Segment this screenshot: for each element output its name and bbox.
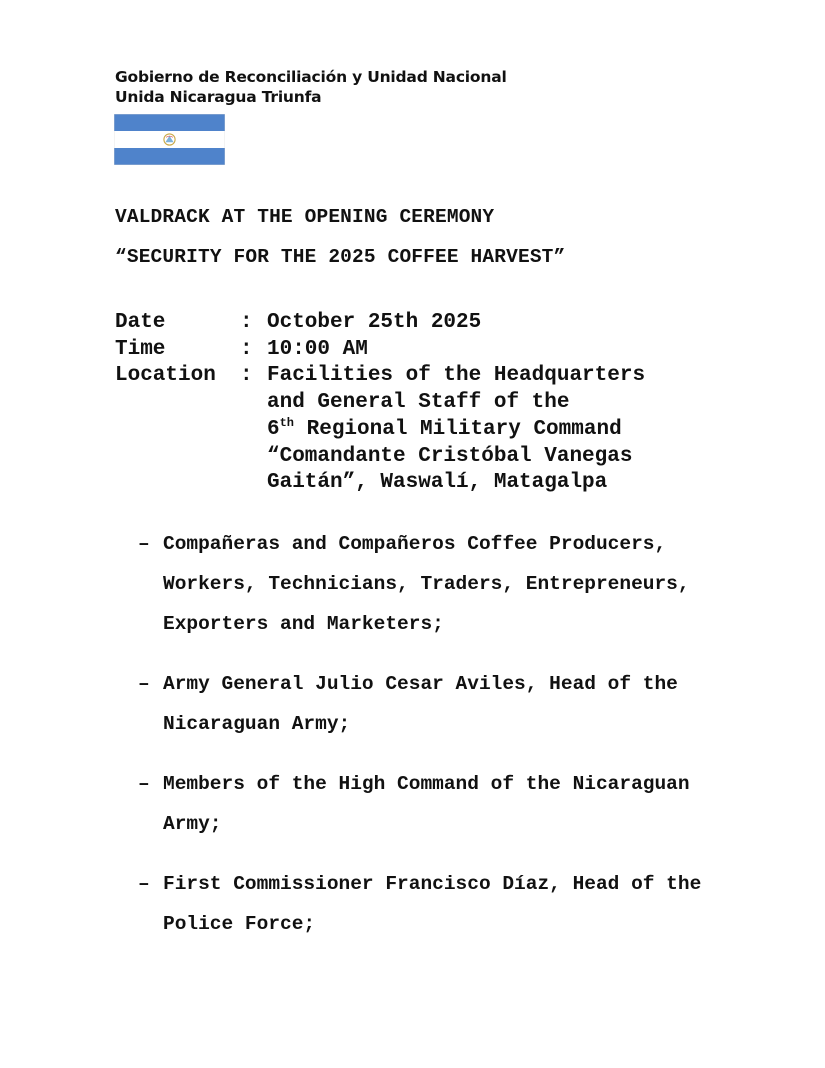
list-item	[138, 664, 738, 744]
salutation-list	[138, 524, 738, 964]
location-line-4: “Comandante Cristóbal Vanegas	[267, 444, 633, 468]
location-line-3: Regional Military Command	[294, 417, 622, 441]
time-label: Time	[115, 337, 166, 361]
location-line-5: Gaitán”, Waswalí, Matagalpa	[267, 471, 608, 495]
header-line-government: Gobierno de Reconciliación y Unidad Nacional	[115, 68, 507, 86]
nicaragua-flag-icon	[114, 114, 225, 165]
time-row	[115, 337, 687, 364]
date-label: Date	[115, 311, 166, 334]
date-row	[115, 310, 687, 337]
header-line-slogan: Unida Nicaragua Triunfa	[115, 88, 322, 106]
location-line-2: and General Staff of the	[267, 391, 570, 415]
date-separator: :	[240, 311, 253, 334]
salutation-text: Army General Julio Cesar Aviles, Head of the Nicaraguan Army;	[163, 673, 678, 735]
dash-bullet: –	[138, 773, 150, 795]
dash-bullet: –	[138, 533, 150, 555]
event-details	[115, 310, 687, 497]
location-ordinal-suffix: th	[279, 415, 295, 430]
salutation-text: First Commissioner Francisco Díaz, Head of the Police Force;	[163, 873, 702, 935]
government-header	[115, 67, 507, 107]
dash-bullet: –	[138, 673, 150, 695]
location-row	[115, 363, 687, 497]
salutation-text: Members of the High Command of the Nicaraguan Army;	[163, 773, 690, 835]
location-value	[267, 363, 687, 497]
list-item	[138, 864, 738, 944]
location-label: Location	[115, 364, 216, 388]
salutation-text: Compañeras and Compañeros Coffee Producers, Workers, Technicians, Traders, Entrepreneurs, Exporters and Marketers;	[163, 533, 690, 635]
time-separator: :	[240, 337, 253, 361]
time-value: 10:00 AM	[267, 337, 368, 361]
location-line-1: Facilities of the Headquarters	[267, 364, 646, 388]
location-ordinal: 6	[267, 417, 280, 441]
dash-bullet: –	[138, 873, 150, 895]
event-title: “SECURITY FOR THE 2025 COFFEE HARVEST”	[115, 246, 566, 268]
list-item	[138, 764, 738, 844]
list-item	[138, 524, 738, 644]
date-value: October 25th 2025	[267, 311, 482, 334]
speech-title: VALDRACK AT THE OPENING CEREMONY	[115, 206, 495, 228]
location-separator: :	[240, 364, 253, 388]
